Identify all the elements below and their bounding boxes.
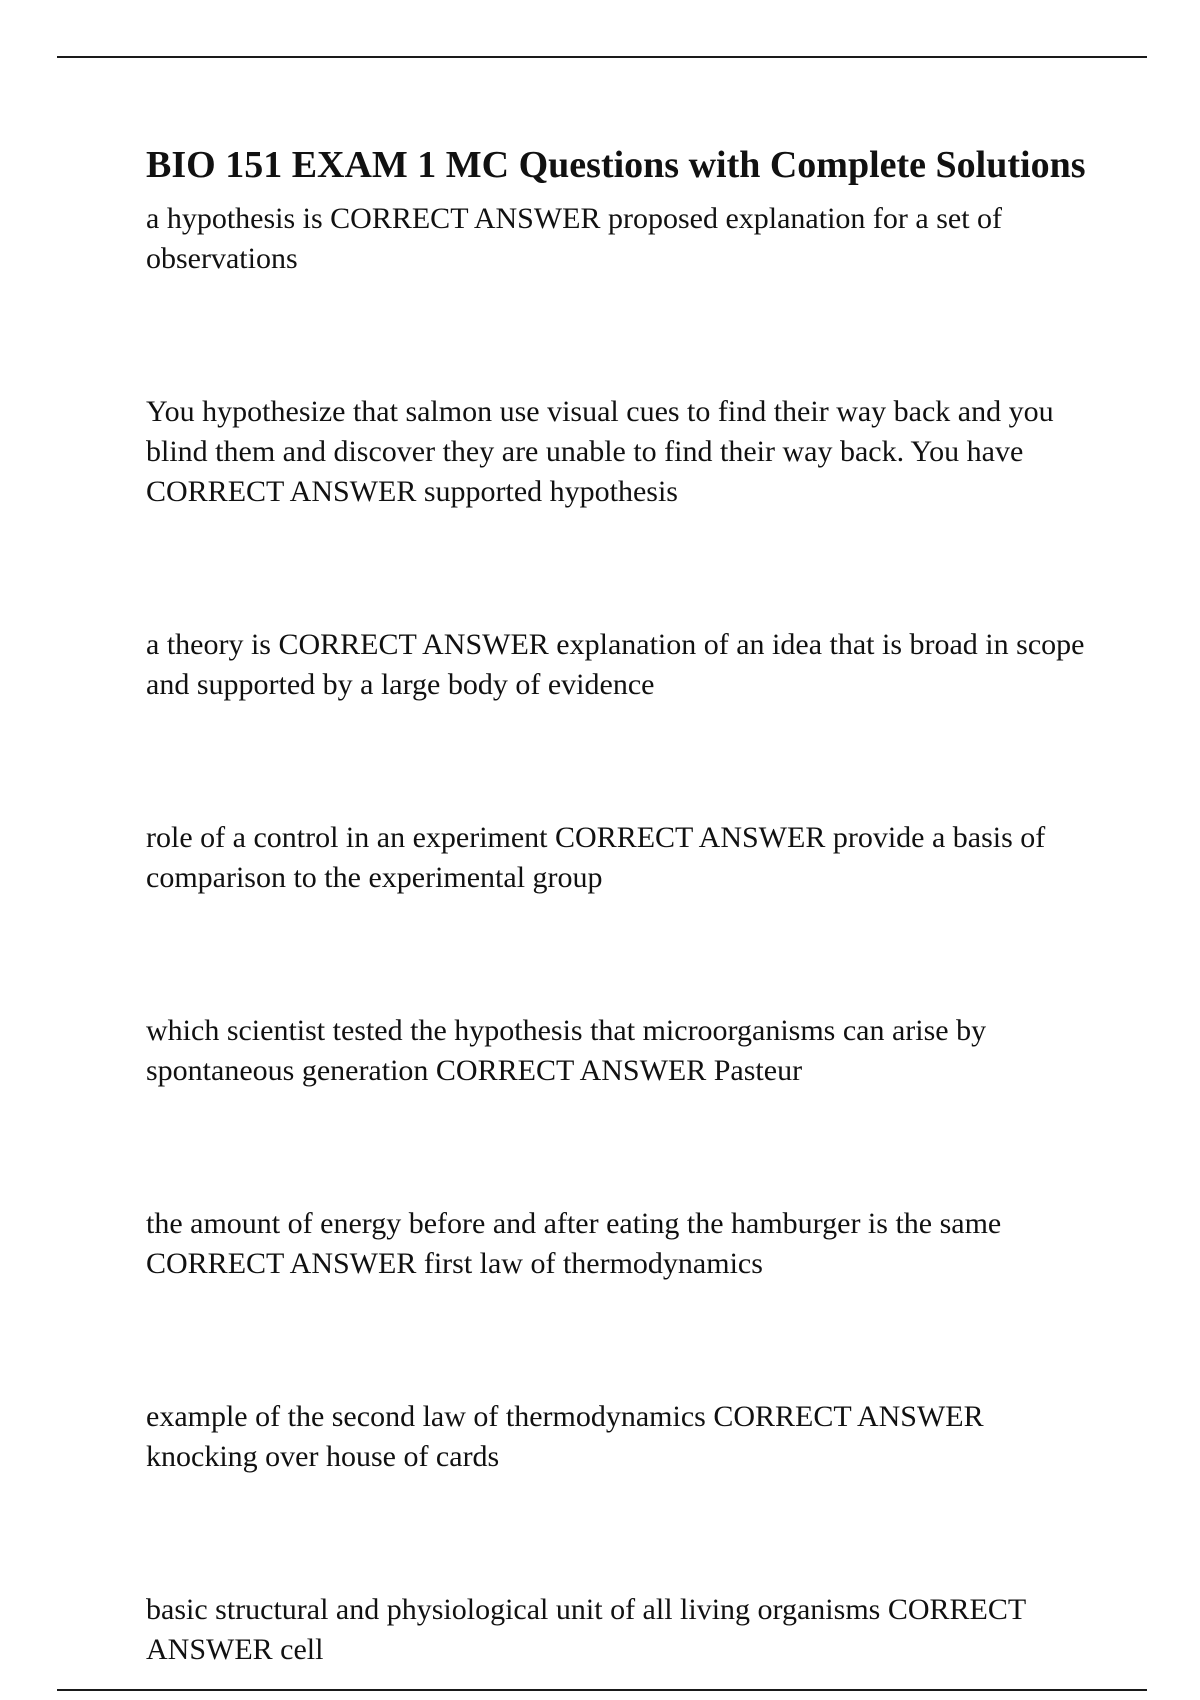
qa-item: which scientist tested the hypothesis that microorganisms can arise by spontaneous generation CORRECT ANSWER Pasteur [146,1014,987,1087]
qa-item: a theory is CORRECT ANSWER explanation of an idea that is broad in scope and supported by a large body of evidence [146,628,1085,701]
qa-item: example of the second law of thermodynamics CORRECT ANSWER knocking over house of cards [146,1400,984,1473]
document-content [146,140,1096,1670]
header-rule [57,56,1147,58]
document-title: BIO 151 EXAM 1 MC Questions with Complete Solutions [146,144,1086,186]
qa-item: basic structural and physiological unit of all living organisms CORRECT ANSWER cell [146,1593,1026,1666]
footer-rule [57,1689,1147,1691]
qa-item: a hypothesis is CORRECT ANSWER proposed explanation for a set of observations [146,202,1003,275]
qa-item: role of a control in an experiment CORRECT ANSWER provide a basis of comparison to the experimental group [146,821,1046,894]
qa-item: You hypothesize that salmon use visual cues to find their way back and you blind them and discover they are unable to find their way back. You have CORRECT ANSWER supported hypothesis [146,395,1054,508]
qa-item: the amount of energy before and after eating the hamburger is the same CORRECT ANSWER first law of thermodynamics [146,1207,1002,1280]
qa-list [146,199,1096,1670]
